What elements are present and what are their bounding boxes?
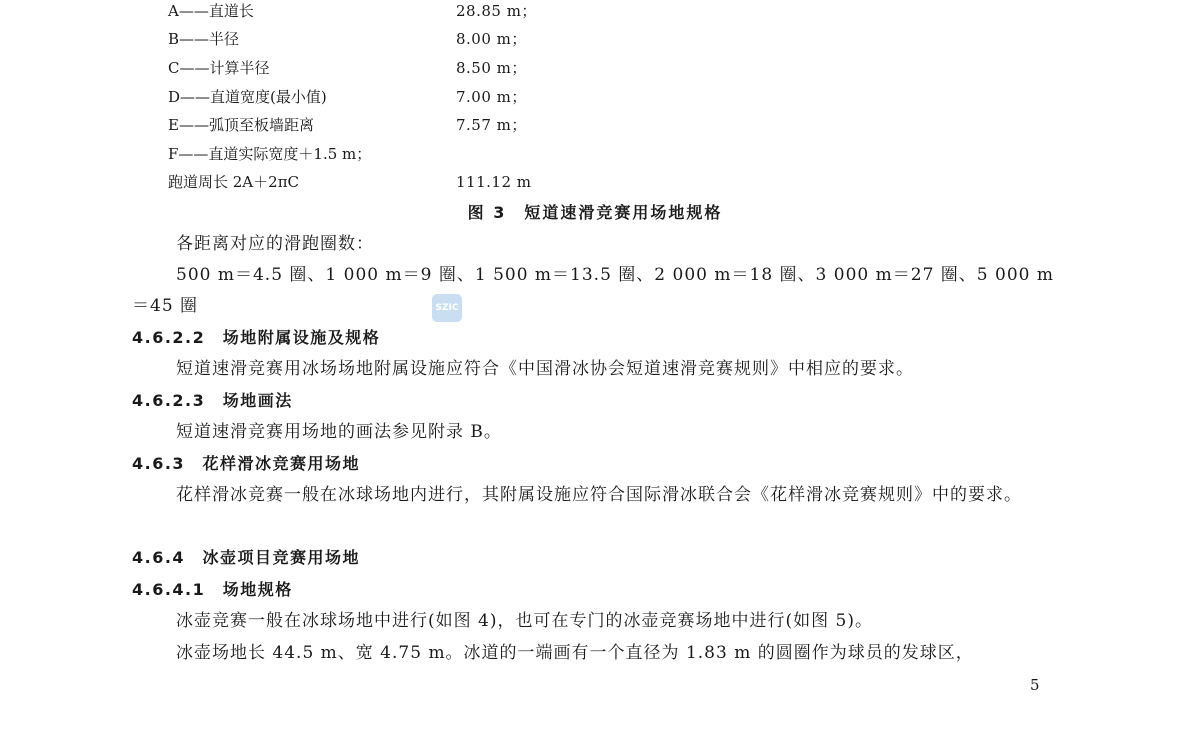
legend-key: B——半径 xyxy=(168,30,240,48)
figure-caption: 图 3 短道速滑竞赛用场地规格 xyxy=(467,203,723,222)
paragraph-4-6-3: 花样滑冰竞赛一般在冰球场地内进行，其附属设施应符合国际滑冰联合会《花样滑冰竞赛规则》中的要求。 xyxy=(176,485,1022,505)
legend-value: 7.00 m； xyxy=(456,88,527,106)
legend-key: D——直道宽度(最小值) xyxy=(168,88,327,106)
legend-value: 8.50 m； xyxy=(456,59,527,77)
paragraph-4-6-4-1-a: 冰壶竞赛一般在冰球场地中进行(如图 4)，也可在专门的冰壶竞赛场地中进行(如图 5)。 xyxy=(176,611,873,631)
legend-value: 7.57 m； xyxy=(456,116,527,134)
heading-4-6-2-2: 4.6.2.2 场地附属设施及规格 xyxy=(132,328,381,347)
heading-4-6-4-1: 4.6.4.1 场地规格 xyxy=(132,580,293,599)
heading-4-6-3: 4.6.3 花样滑冰竞赛用场地 xyxy=(132,454,361,473)
legend-value: 28.85 m； xyxy=(456,2,537,20)
paragraph-4-6-4-1-b: 冰壶场地长 44.5 m、宽 4.75 m。冰道的一端画有一个直径为 1.83 m 的圆圈作为球员的发球区， xyxy=(176,643,974,663)
legend-key: E——弧顶至板墙距离 xyxy=(168,116,314,134)
legend-value: 8.00 m； xyxy=(456,30,527,48)
page-number: 5 xyxy=(1030,676,1040,694)
heading-4-6-4: 4.6.4 冰壶项目竞赛用场地 xyxy=(132,548,361,567)
paragraph-4-6-2-2: 短道速滑竞赛用冰场场地附属设施应符合《中国滑冰协会短道速滑竞赛规则》中相应的要求。 xyxy=(176,359,914,379)
legend-key: F——直道实际宽度＋1.5 m； xyxy=(168,145,372,163)
legend-value: 111.12 m xyxy=(456,173,532,191)
laps-text: 500 m＝4.5 圈、1 000 m＝9 圈、1 500 m＝13.5 圈、2 000 m＝18 圈、3 000 m＝27 圈、5 000 m＝45 圈 xyxy=(132,265,1054,316)
laps-intro: 各距离对应的滑跑圈数： xyxy=(176,234,374,254)
legend-key: C——计算半径 xyxy=(168,59,270,77)
paragraph-4-6-2-3: 短道速滑竞赛用场地的画法参见附录 B。 xyxy=(176,422,502,442)
legend-key: 跑道周长 2A＋2πC xyxy=(168,173,300,191)
watermark-logo: SZIC xyxy=(432,294,462,322)
legend-key: A——直道长 xyxy=(168,2,254,20)
heading-4-6-2-3: 4.6.2.3 场地画法 xyxy=(132,391,293,410)
